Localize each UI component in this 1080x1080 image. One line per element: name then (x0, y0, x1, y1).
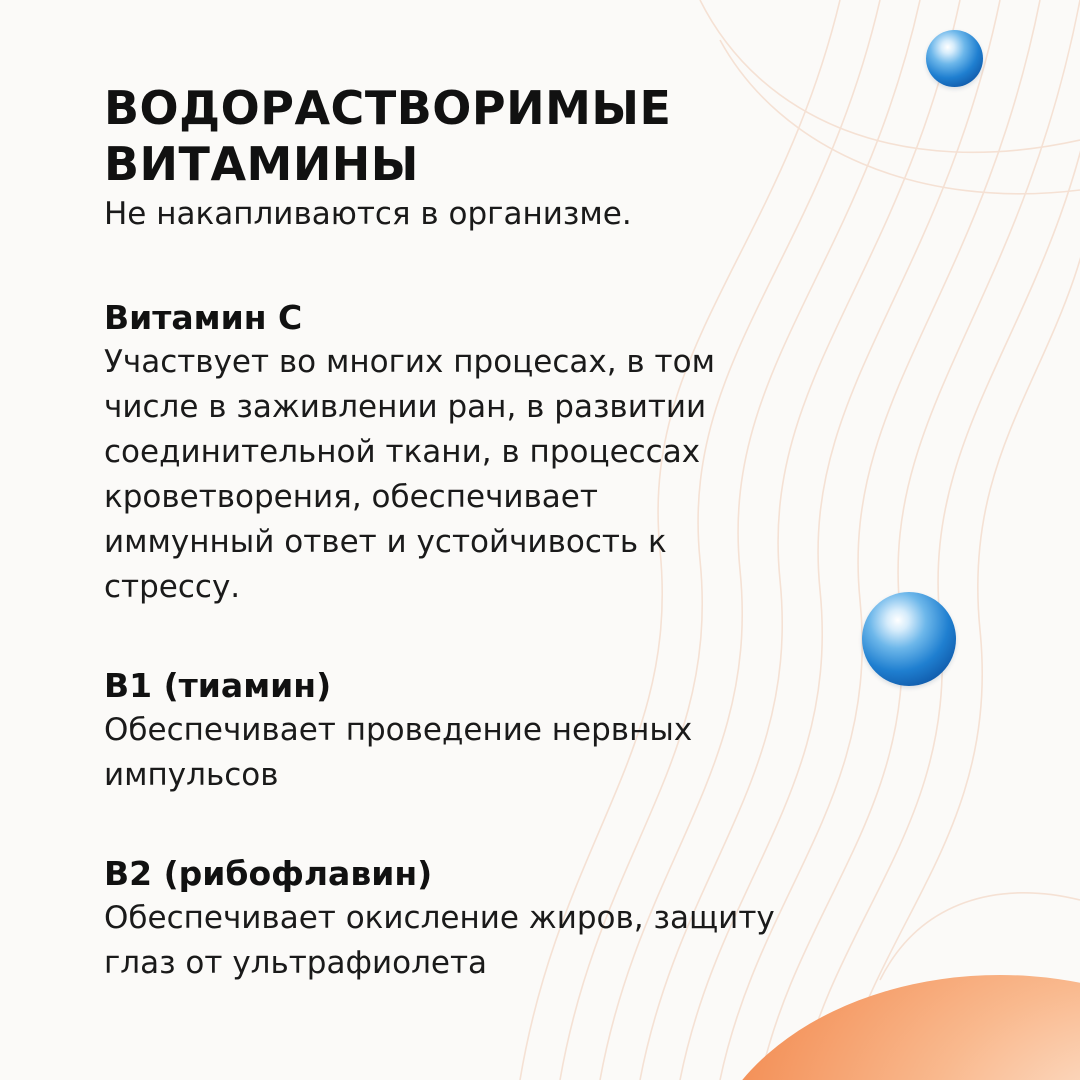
blue-sphere-decoration-small (926, 30, 983, 87)
section-text-vitamin-b1: Обеспечивает проведение нервных импульсов (104, 712, 693, 793)
page-subtitle: Не накапливаются в организме. (104, 196, 632, 232)
section-vitamin-b2 (104, 852, 1004, 986)
page-title-line-2: ВИТАМИНЫ (104, 137, 419, 191)
section-text-vitamin-b2: Обеспечивает окисление жиров, защиту глаз от ультрафиолета (104, 900, 775, 981)
section-title-vitamin-b2: B2 (рибофлавин) (104, 854, 433, 893)
section-vitamin-c (104, 296, 1004, 610)
section-vitamin-b1 (104, 664, 1004, 798)
page-title-line-1: ВОДОРАСТВОРИМЫЕ (104, 81, 672, 135)
page-title (104, 80, 1004, 192)
section-title-vitamin-c: Витамин С (104, 298, 303, 337)
content-column (104, 80, 1004, 986)
section-text-vitamin-c: Участвует во многих процесах, в том числе в заживлении ран, в развитии соединительной ткани, в процессах кроветворения, обеспечивает иммунный ответ и устойчивость к стрессу. (104, 344, 715, 605)
section-title-vitamin-b1: B1 (тиамин) (104, 666, 332, 705)
